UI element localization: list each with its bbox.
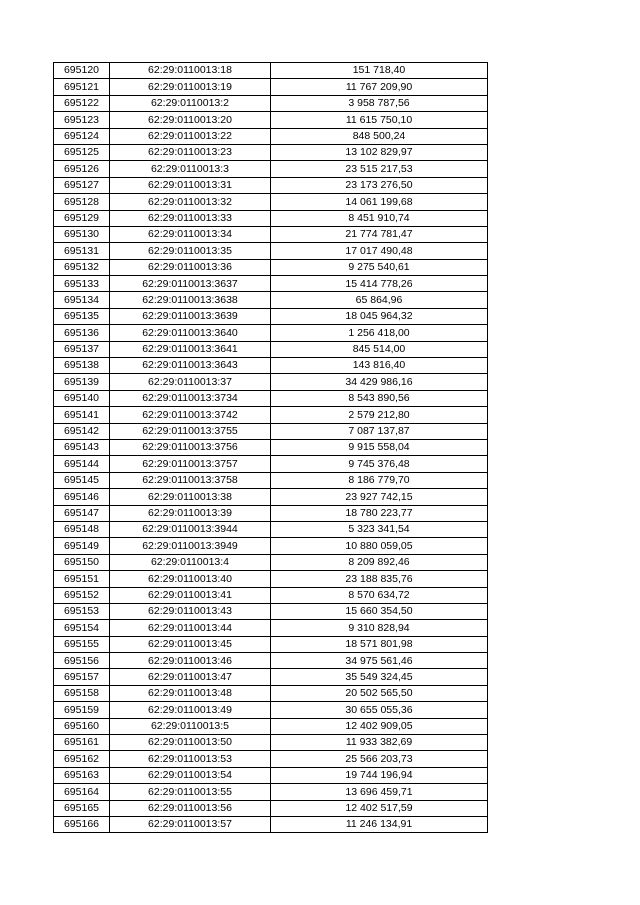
row-number-cell: 695130: [54, 226, 110, 242]
row-number-cell: 695150: [54, 554, 110, 570]
cadastral-value-table: [53, 62, 488, 833]
table-row: [54, 669, 488, 685]
cadastral-number-cell: 62:29:0110013:33: [110, 210, 271, 226]
cadastral-value-cell: 20 502 565,50: [271, 685, 488, 701]
row-number-cell: 695123: [54, 112, 110, 128]
table-row: [54, 161, 488, 177]
cadastral-number-cell: 62:29:0110013:5: [110, 718, 271, 734]
table-row: [54, 718, 488, 734]
cadastral-value-cell: 10 880 059,05: [271, 538, 488, 554]
cadastral-number-cell: 62:29:0110013:47: [110, 669, 271, 685]
table-row: [54, 702, 488, 718]
cadastral-value-cell: 11 246 134,91: [271, 816, 488, 832]
row-number-cell: 695162: [54, 751, 110, 767]
cadastral-value-cell: 9 275 540,61: [271, 259, 488, 275]
cadastral-number-cell: 62:29:0110013:3734: [110, 390, 271, 406]
table-row: [54, 308, 488, 324]
cadastral-value-cell: 65 864,96: [271, 292, 488, 308]
row-number-cell: 695166: [54, 816, 110, 832]
cadastral-value-cell: 34 429 986,16: [271, 374, 488, 390]
cadastral-number-cell: 62:29:0110013:57: [110, 816, 271, 832]
row-number-cell: 695156: [54, 653, 110, 669]
table-row: [54, 439, 488, 455]
row-number-cell: 695129: [54, 210, 110, 226]
row-number-cell: 695146: [54, 489, 110, 505]
row-number-cell: 695151: [54, 571, 110, 587]
cadastral-number-cell: 62:29:0110013:2: [110, 95, 271, 111]
row-number-cell: 695124: [54, 128, 110, 144]
row-number-cell: 695159: [54, 702, 110, 718]
cadastral-value-cell: 35 549 324,45: [271, 669, 488, 685]
cadastral-value-cell: 5 323 341,54: [271, 521, 488, 537]
cadastral-number-cell: 62:29:0110013:53: [110, 751, 271, 767]
cadastral-number-cell: 62:29:0110013:40: [110, 571, 271, 587]
table-row: [54, 587, 488, 603]
table-row: [54, 95, 488, 111]
row-number-cell: 695121: [54, 79, 110, 95]
cadastral-number-cell: 62:29:0110013:3949: [110, 538, 271, 554]
row-number-cell: 695128: [54, 194, 110, 210]
row-number-cell: 695161: [54, 735, 110, 751]
cadastral-value-cell: 3 958 787,56: [271, 95, 488, 111]
cadastral-number-cell: 62:29:0110013:54: [110, 767, 271, 783]
table-row: [54, 751, 488, 767]
table-row: [54, 144, 488, 160]
cadastral-number-cell: 62:29:0110013:34: [110, 226, 271, 242]
table-row: [54, 603, 488, 619]
row-number-cell: 695164: [54, 784, 110, 800]
cadastral-value-cell: 18 571 801,98: [271, 636, 488, 652]
row-number-cell: 695147: [54, 505, 110, 521]
table-row: [54, 112, 488, 128]
cadastral-number-cell: 62:29:0110013:31: [110, 177, 271, 193]
cadastral-value-cell: 8 186 779,70: [271, 472, 488, 488]
cadastral-number-cell: 62:29:0110013:49: [110, 702, 271, 718]
cadastral-value-cell: 11 933 382,69: [271, 735, 488, 751]
cadastral-number-cell: 62:29:0110013:41: [110, 587, 271, 603]
cadastral-number-cell: 62:29:0110013:32: [110, 194, 271, 210]
cadastral-number-cell: 62:29:0110013:3758: [110, 472, 271, 488]
cadastral-value-cell: 12 402 909,05: [271, 718, 488, 734]
table-row: [54, 735, 488, 751]
table-row: [54, 407, 488, 423]
cadastral-number-cell: 62:29:0110013:43: [110, 603, 271, 619]
cadastral-value-cell: 21 774 781,47: [271, 226, 488, 242]
cadastral-value-cell: 9 745 376,48: [271, 456, 488, 472]
row-number-cell: 695153: [54, 603, 110, 619]
cadastral-number-cell: 62:29:0110013:38: [110, 489, 271, 505]
cadastral-number-cell: 62:29:0110013:44: [110, 620, 271, 636]
row-number-cell: 695154: [54, 620, 110, 636]
cadastral-number-cell: 62:29:0110013:55: [110, 784, 271, 800]
cadastral-number-cell: 62:29:0110013:3757: [110, 456, 271, 472]
row-number-cell: 695155: [54, 636, 110, 652]
row-number-cell: 695132: [54, 259, 110, 275]
cadastral-value-cell: 13 696 459,71: [271, 784, 488, 800]
cadastral-number-cell: 62:29:0110013:48: [110, 685, 271, 701]
cadastral-number-cell: 62:29:0110013:50: [110, 735, 271, 751]
row-number-cell: 695141: [54, 407, 110, 423]
cadastral-value-cell: 143 816,40: [271, 358, 488, 374]
cadastral-value-cell: 11 767 209,90: [271, 79, 488, 95]
cadastral-value-cell: 1 256 418,00: [271, 325, 488, 341]
table-row: [54, 800, 488, 816]
cadastral-value-cell: 25 566 203,73: [271, 751, 488, 767]
row-number-cell: 695139: [54, 374, 110, 390]
table-row: [54, 685, 488, 701]
row-number-cell: 695135: [54, 308, 110, 324]
cadastral-value-cell: 13 102 829,97: [271, 144, 488, 160]
row-number-cell: 695152: [54, 587, 110, 603]
row-number-cell: 695145: [54, 472, 110, 488]
cadastral-number-cell: 62:29:0110013:20: [110, 112, 271, 128]
cadastral-number-cell: 62:29:0110013:45: [110, 636, 271, 652]
cadastral-value-cell: 12 402 517,59: [271, 800, 488, 816]
table-row: [54, 226, 488, 242]
cadastral-value-cell: 15 414 778,26: [271, 276, 488, 292]
row-number-cell: 695163: [54, 767, 110, 783]
cadastral-number-cell: 62:29:0110013:3640: [110, 325, 271, 341]
row-number-cell: 695148: [54, 521, 110, 537]
cadastral-number-cell: 62:29:0110013:35: [110, 243, 271, 259]
table-row: [54, 571, 488, 587]
table-row: [54, 390, 488, 406]
row-number-cell: 695140: [54, 390, 110, 406]
table-row: [54, 456, 488, 472]
cadastral-value-cell: 18 045 964,32: [271, 308, 488, 324]
table-row: [54, 784, 488, 800]
cadastral-value-cell: 2 579 212,80: [271, 407, 488, 423]
cadastral-value-cell: 8 543 890,56: [271, 390, 488, 406]
cadastral-value-cell: 30 655 055,36: [271, 702, 488, 718]
cadastral-value-cell: 848 500,24: [271, 128, 488, 144]
cadastral-number-cell: 62:29:0110013:3641: [110, 341, 271, 357]
cadastral-value-cell: 15 660 354,50: [271, 603, 488, 619]
cadastral-value-cell: 23 927 742,15: [271, 489, 488, 505]
cadastral-value-cell: 19 744 196,94: [271, 767, 488, 783]
table-row: [54, 636, 488, 652]
row-number-cell: 695144: [54, 456, 110, 472]
row-number-cell: 695125: [54, 144, 110, 160]
cadastral-value-cell: 8 209 892,46: [271, 554, 488, 570]
cadastral-value-cell: 151 718,40: [271, 63, 488, 79]
row-number-cell: 695131: [54, 243, 110, 259]
table-row: [54, 554, 488, 570]
row-number-cell: 695120: [54, 63, 110, 79]
cadastral-value-cell: 9 310 828,94: [271, 620, 488, 636]
row-number-cell: 695136: [54, 325, 110, 341]
cadastral-number-cell: 62:29:0110013:3638: [110, 292, 271, 308]
cadastral-number-cell: 62:29:0110013:56: [110, 800, 271, 816]
cadastral-value-cell: 845 514,00: [271, 341, 488, 357]
cadastral-value-cell: 34 975 561,46: [271, 653, 488, 669]
table-row: [54, 538, 488, 554]
cadastral-value-cell: 23 188 835,76: [271, 571, 488, 587]
table-row: [54, 374, 488, 390]
cadastral-number-cell: 62:29:0110013:22: [110, 128, 271, 144]
cadastral-value-cell: 9 915 558,04: [271, 439, 488, 455]
table-row: [54, 816, 488, 832]
row-number-cell: 695158: [54, 685, 110, 701]
table-row: [54, 243, 488, 259]
cadastral-value-cell: 8 570 634,72: [271, 587, 488, 603]
cadastral-value-cell: 11 615 750,10: [271, 112, 488, 128]
cadastral-number-cell: 62:29:0110013:3742: [110, 407, 271, 423]
row-number-cell: 695133: [54, 276, 110, 292]
cadastral-value-cell: 23 515 217,53: [271, 161, 488, 177]
table-row: [54, 210, 488, 226]
table-row: [54, 194, 488, 210]
table-row: [54, 653, 488, 669]
table-row: [54, 620, 488, 636]
cadastral-value-cell: 17 017 490,48: [271, 243, 488, 259]
row-number-cell: 695157: [54, 669, 110, 685]
table-row: [54, 521, 488, 537]
cadastral-number-cell: 62:29:0110013:23: [110, 144, 271, 160]
row-number-cell: 695142: [54, 423, 110, 439]
table-row: [54, 489, 488, 505]
row-number-cell: 695122: [54, 95, 110, 111]
row-number-cell: 695126: [54, 161, 110, 177]
row-number-cell: 695127: [54, 177, 110, 193]
row-number-cell: 695149: [54, 538, 110, 554]
table-row: [54, 276, 488, 292]
row-number-cell: 695160: [54, 718, 110, 734]
table-row: [54, 341, 488, 357]
table-row: [54, 63, 488, 79]
cadastral-value-cell: 8 451 910,74: [271, 210, 488, 226]
cadastral-number-cell: 62:29:0110013:19: [110, 79, 271, 95]
table-row: [54, 259, 488, 275]
table-row: [54, 358, 488, 374]
cadastral-number-cell: 62:29:0110013:18: [110, 63, 271, 79]
table-body: [54, 63, 488, 833]
row-number-cell: 695134: [54, 292, 110, 308]
table-row: [54, 177, 488, 193]
table-row: [54, 292, 488, 308]
cadastral-number-cell: 62:29:0110013:46: [110, 653, 271, 669]
table-row: [54, 472, 488, 488]
table-row: [54, 79, 488, 95]
cadastral-number-cell: 62:29:0110013:3: [110, 161, 271, 177]
cadastral-value-cell: 14 061 199,68: [271, 194, 488, 210]
cadastral-number-cell: 62:29:0110013:36: [110, 259, 271, 275]
cadastral-number-cell: 62:29:0110013:3643: [110, 358, 271, 374]
table-row: [54, 505, 488, 521]
cadastral-number-cell: 62:29:0110013:3944: [110, 521, 271, 537]
cadastral-number-cell: 62:29:0110013:3639: [110, 308, 271, 324]
cadastral-number-cell: 62:29:0110013:3637: [110, 276, 271, 292]
table-row: [54, 128, 488, 144]
cadastral-number-cell: 62:29:0110013:37: [110, 374, 271, 390]
row-number-cell: 695137: [54, 341, 110, 357]
row-number-cell: 695143: [54, 439, 110, 455]
cadastral-value-cell: 18 780 223,77: [271, 505, 488, 521]
table-row: [54, 767, 488, 783]
cadastral-value-cell: 7 087 137,87: [271, 423, 488, 439]
cadastral-number-cell: 62:29:0110013:3756: [110, 439, 271, 455]
cadastral-number-cell: 62:29:0110013:4: [110, 554, 271, 570]
cadastral-value-cell: 23 173 276,50: [271, 177, 488, 193]
table-row: [54, 423, 488, 439]
table-row: [54, 325, 488, 341]
cadastral-number-cell: 62:29:0110013:3755: [110, 423, 271, 439]
row-number-cell: 695138: [54, 358, 110, 374]
cadastral-number-cell: 62:29:0110013:39: [110, 505, 271, 521]
row-number-cell: 695165: [54, 800, 110, 816]
